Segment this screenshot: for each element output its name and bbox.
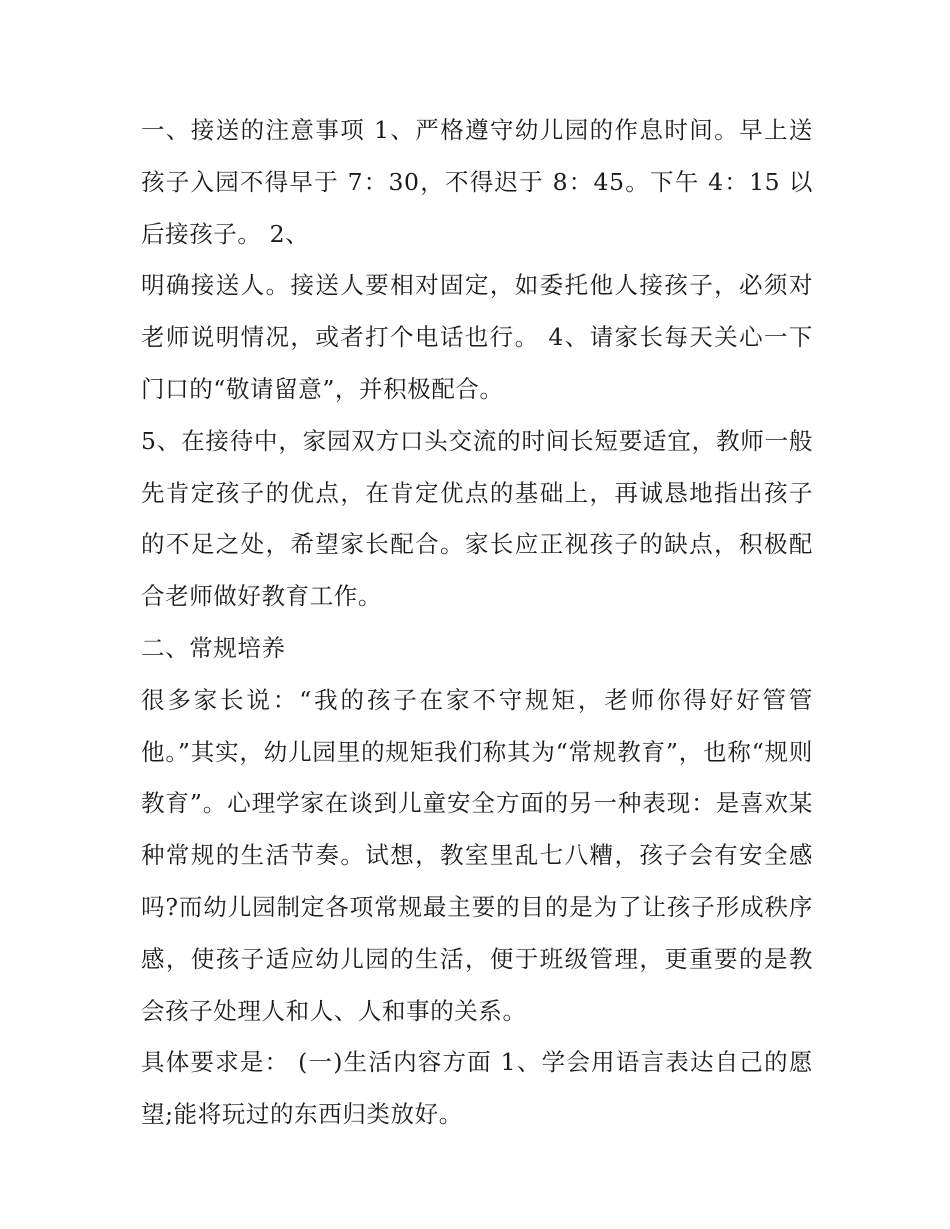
paragraph-pickup-notes: 一、接送的注意事项 1、严格遵守幼儿园的作息时间。早上送孩子入园不得早于 7：30，不得迟于 8：45。下午 4：15 以后接孩子。 2、 [141, 116, 813, 248]
section-heading-routine: 二、常规培养 [141, 633, 286, 662]
paragraph-requirements: 具体要求是： (一)生活内容方面 1、学会用语言表达自己的愿望;能将玩过的东西归类放好。 [141, 1048, 813, 1129]
paragraph-pickup-person: 明确接送人。接送人要相对固定，如委托他人接孩子，必须对老师说明情况，或者打个电话也行。 4、请家长每天关心一下门口的“敬请留意”，并积极配合。 [141, 271, 813, 403]
paragraph-communication: 5、在接待中，家园双方口头交流的时间长短要适宜，教师一般先肯定孩子的优点，在肯定优点的基础上，再诚恳地指出孩子的不足之处，希望家长配合。家长应正视孩子的缺点，积极配合老师做好教育工作。 [141, 426, 813, 611]
document-body [141, 105, 813, 1141]
paragraph-routine-education: 很多家长说：“我的孩子在家不守规矩，老师你得好好管管他。”其实，幼儿园里的规矩我们称其为“常规教育”，也称“规则教育”。心理学家在谈到儿童安全方面的另一种表现：是喜欢某种常规的生活节奏。试想，教室里乱七八糟，孩子会有安全感吗?而幼儿园制定各项常规最主要的目的是为了让孩子形成秩序感，使孩子适应幼儿园的生活，便于班级管理，更重要的是教会孩子处理人和人、人和事的关系。 [141, 685, 813, 1025]
